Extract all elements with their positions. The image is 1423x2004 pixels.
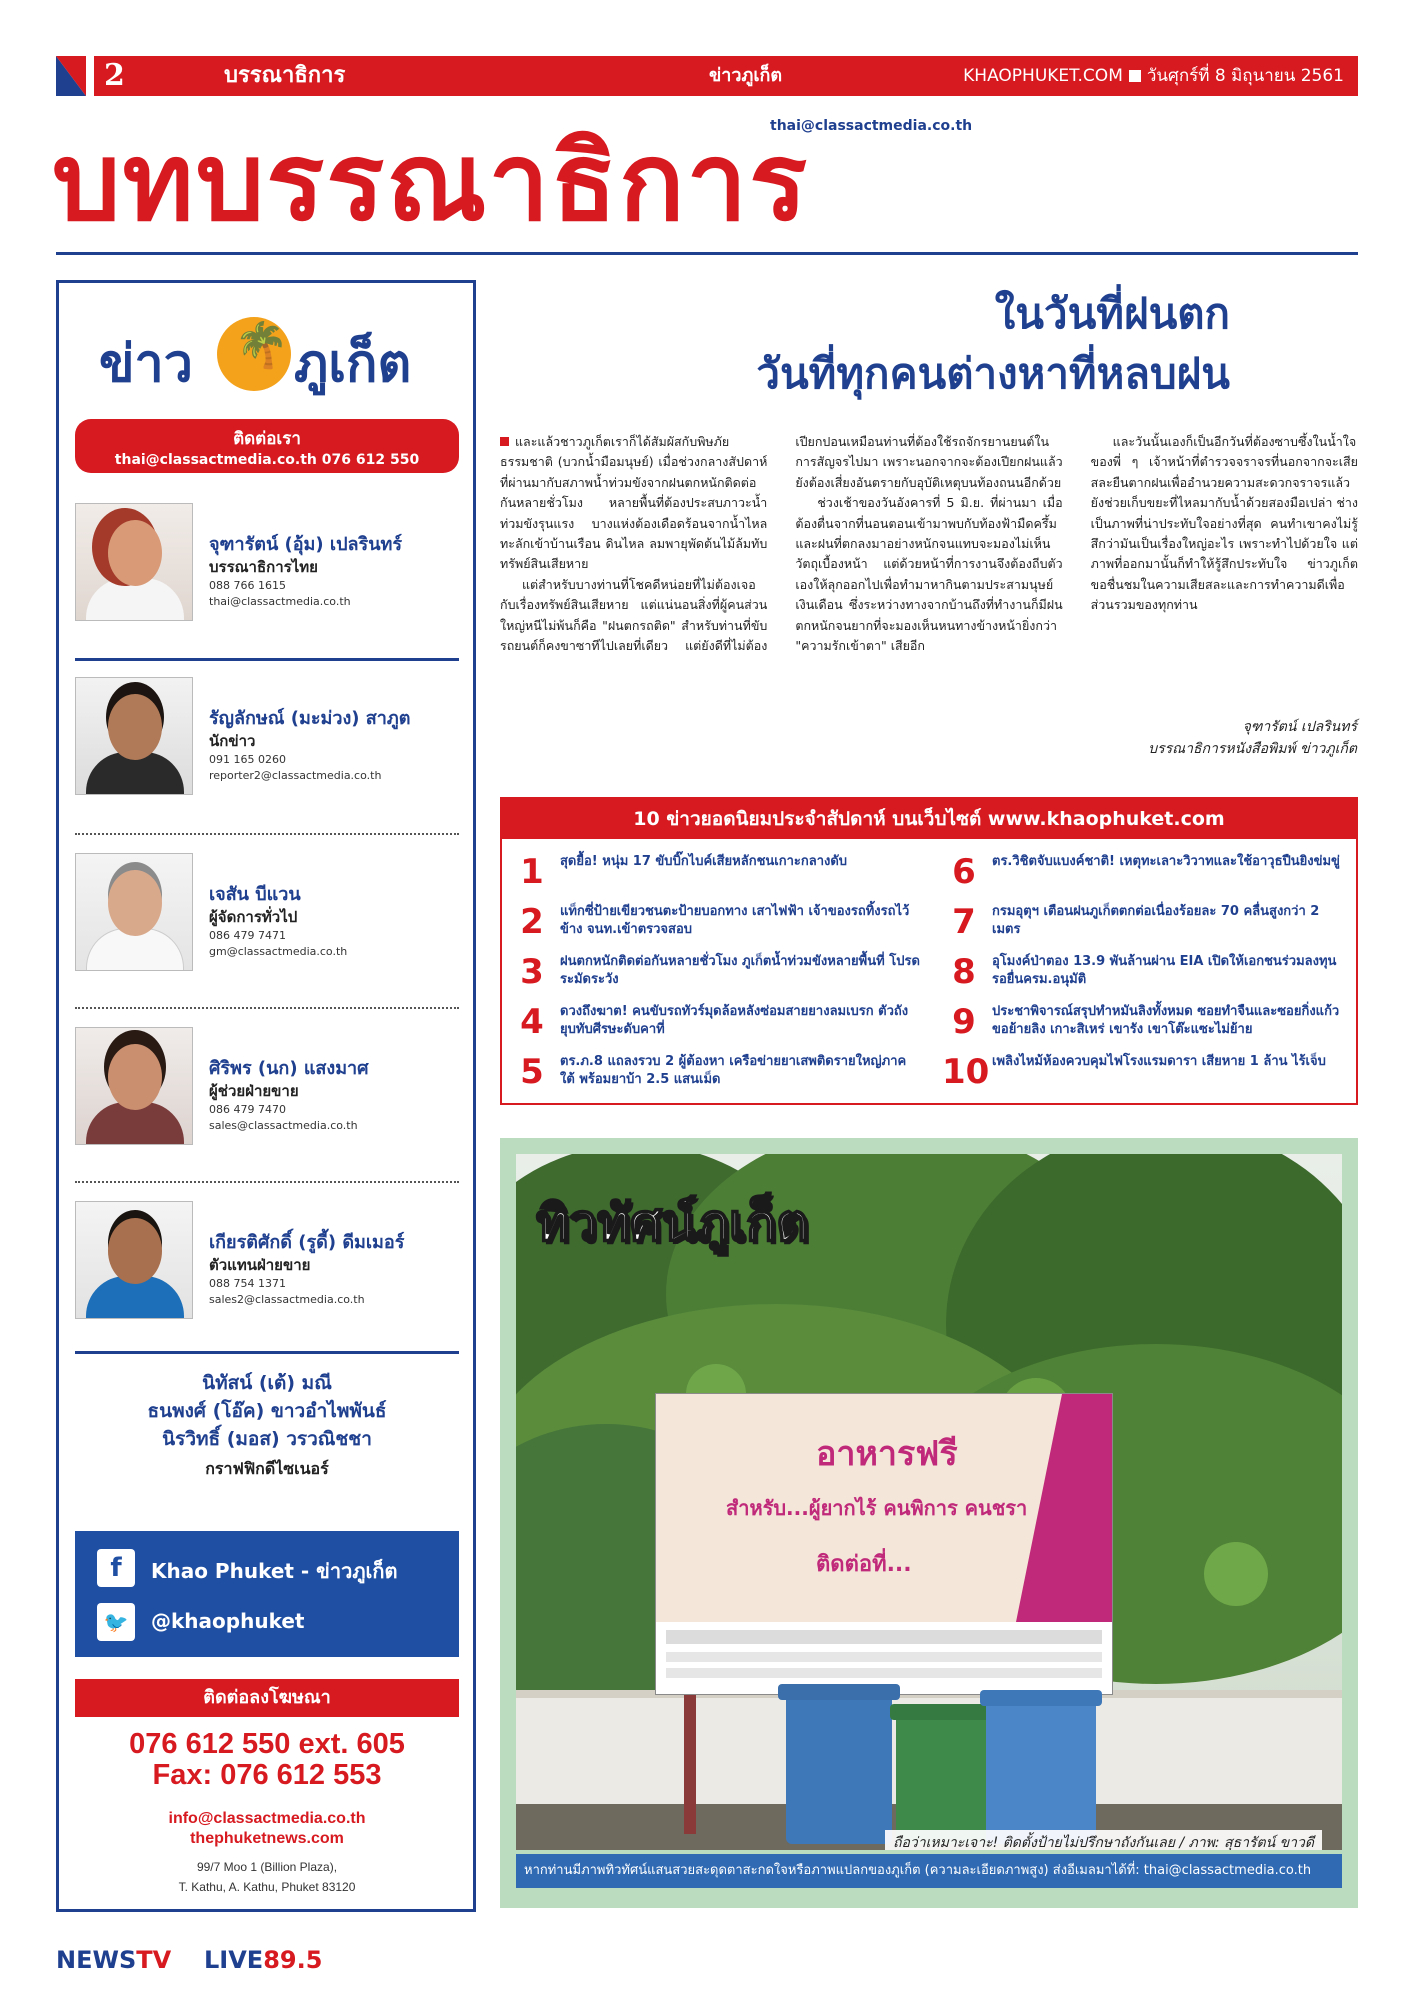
staff-name: จุฑารัตน์ (อุ้ม) เปลรินทร์ <box>209 534 403 555</box>
staff-name: เกียรติศักดิ์ (รูดี้) ดีมเมอร์ <box>209 1232 405 1253</box>
top10-item[interactable] <box>942 849 1352 899</box>
news-label: NEWS <box>56 1946 137 1974</box>
staff-phone: 086 479 7471 <box>209 929 286 942</box>
logo-word-right: ภูเก็ต <box>294 334 412 394</box>
top10-title: 10 ข่าวยอดนิยมประจำสัปดาห์ บนเว็บไซต์ www.khaophuket.com <box>502 799 1356 839</box>
top10-item[interactable] <box>942 899 1352 949</box>
facebook-label: Khao Phuket - ข่าวภูเก็ต <box>151 1559 398 1583</box>
tv-label: TV <box>136 1946 172 1974</box>
site-name: KHAOPHUKET.COM <box>963 66 1123 86</box>
staff-email: sales2@classactmedia.co.th <box>209 1293 365 1306</box>
advertising-phone: 076 612 550 ext. 605 <box>129 1728 405 1760</box>
square-icon <box>1129 70 1141 82</box>
header-site-date <box>963 56 1344 96</box>
graphic-designers <box>75 1369 459 1482</box>
staff-role: ผู้ช่วยฝ่ายขาย <box>209 1082 299 1100</box>
top10-headline: ประชาพิจารณ์สรุปทำหมันลิงทั้งหมด ซอยทำจืนและซอยกิ่งแก้วขอย้ายลิง เกาะสิเหร่ เขารัง เขาโต๊ะแซะไม่ย้าย <box>992 1004 1340 1037</box>
staff-role: บรรณาธิการไทย <box>209 558 318 576</box>
top10-item[interactable] <box>510 849 920 899</box>
phuket-view-photo <box>516 1154 1342 1850</box>
twitter-label: @khaophuket <box>151 1609 305 1633</box>
facebook-link[interactable] <box>97 1549 447 1589</box>
top10-item[interactable] <box>510 949 920 999</box>
designer-role: กราฟฟิกดีไซเนอร์ <box>205 1459 329 1478</box>
issue-date: วันศุกร์ที่ 8 มิถุนายน 2561 <box>1146 66 1344 86</box>
top10-rank: 4 <box>520 1002 544 1042</box>
top10-rank: 5 <box>520 1052 544 1092</box>
page-number: 2 <box>94 56 154 96</box>
staff-name: ศิริพร (นก) แสงมาศ <box>209 1058 369 1079</box>
page-header <box>56 56 1358 96</box>
top10-item[interactable] <box>510 899 920 949</box>
staff-phone: 091 165 0260 <box>209 753 286 766</box>
section-divider <box>75 1007 459 1009</box>
top10-item[interactable] <box>942 949 1352 999</box>
byline-title: บรรณาธิการหนังสือพิมพ์ ข่าวภูเก็ต <box>1148 741 1357 757</box>
editorial-byline <box>1148 716 1357 760</box>
top10-rank: 6 <box>952 852 976 892</box>
top10-rank: 3 <box>520 952 544 992</box>
staff-photo <box>75 853 193 971</box>
staff-email: gm@classactmedia.co.th <box>209 945 348 958</box>
staff-phone: 088 754 1371 <box>209 1277 286 1290</box>
section-divider <box>75 1181 459 1183</box>
masthead-divider <box>56 252 1358 255</box>
advertising-contact <box>75 1729 459 1897</box>
staff-sidebar <box>56 280 476 1912</box>
staff-photo <box>75 1201 193 1319</box>
staff-name: รัญลักษณ์ (มะม่วง) สาภูต <box>209 708 411 729</box>
top10-headline: กรมอุตุฯ เตือนฝนภูเก็ตตกต่อเนื่องร้อยละ 70 คลื่นสูงกว่า 2 เมตร <box>992 904 1320 937</box>
designer-name: นิทัสน์ (เต้) มณี <box>202 1372 332 1394</box>
bullet-icon <box>500 437 509 446</box>
sign-main-text: อาหารฟรี <box>816 1434 958 1474</box>
article-paragraph <box>500 432 767 575</box>
top10-headline: อุโมงค์ป่าตอง 13.9 พันล้านผ่าน EIA เปิดให้เอกชนร่วมลงทุน รอยื่นครม.อนุมัติ <box>992 954 1337 987</box>
facebook-icon: f <box>97 1549 135 1587</box>
staff-name: เจสัน บีแวน <box>209 884 301 905</box>
contact-us-title: ติดต่อเรา <box>233 429 301 449</box>
advertising-email[interactable]: info@classactmedia.co.th <box>168 1810 366 1827</box>
advertising-address-line2: T. Kathu, A. Kathu, Phuket 83120 <box>178 1880 356 1894</box>
top10-rank: 7 <box>952 902 976 942</box>
phuket-view-section <box>500 1138 1358 1908</box>
top10-rank: 8 <box>952 952 976 992</box>
palm-tree-icon: 🌴 <box>234 320 289 371</box>
top10-item[interactable] <box>510 1049 920 1099</box>
top10-headline: สุดยื้อ! หนุ่ม 17 ขับบิ๊กไบค์เสียหลักชนเกาะกลางดับ <box>560 854 848 869</box>
staff-card <box>75 1187 459 1327</box>
staff-card <box>75 489 459 629</box>
top10-headline: ฝนตกหนักติดต่อกันหลายชั่วโมง ภูเก็ตน้ำท่วมขังหลายพื้นที่ โปรดระมัดระวัง <box>560 954 920 987</box>
staff-card <box>75 663 459 803</box>
live-label: LIVE <box>204 1946 264 1974</box>
top10-item[interactable] <box>942 999 1352 1049</box>
article-paragraph: แต่สำหรับบางท่านที่โชคดีหน่อยที่ไม่ต้องเจอกับเรื่องทรัพย์สินเสียหาย แต่แน่นอนสิ่งที่ผู้คนส่วนใหญ่หนีไม่พ้นก็คือ "ฝนตกรถติด" สำหรับท่านที่ขับรถยนต์ก็คงขาซาทีไปเลยที่เดียว แต่ยังดีที่ไม่ต้องเปียกปอนเหมือนท่านที่ต้องใช้รถจักรยานยนต์ในการสัญจรไปมา เพราะนอกจากจะต้องเปียกฝนแล้วยังต้องเสี่ยงอันตรายกับอุบัติเหตุบนท้องถนนอีกด้วย <box>500 434 1063 654</box>
article-paragraph: และวันนั้นเองก็เป็นอีกวันที่ต้องซาบซึ้งในน้ำใจของพี่ ๆ เจ้าหน้าที่ตำรวจจราจรที่นอกจากจะเสียสละยืนตากฝนเพื่ออำนวยความสะดวกจราจรแล้วยังช่วยเก็บขยะที่ไหลมากับน้ำด้วยสองมือเปล่า ช่างเป็นภาพที่น่าประทับใจอย่างที่สุด คนทำเขาคงไม่รู้สึกว่ามันเป็นเรื่องใหญ่อะไร เพราะทำไปด้วยใจ แต่ภาพที่ออกมานั้นก็ทำให้รู้สึกประทับใจ ข่าวภูเก็ต ขอชื่นชมในความเสียสละและการทำความดีเพื่อส่วนรวมของทุกท่าน <box>1090 434 1358 613</box>
article-text: และแล้วชาวภูเก็ตเราก็ได้สัมผัสกับพิษภัยธรรมชาติ (บวกน้ำมือมนุษย์) เมื่อช่วงกลางสัปดาห์ที่ผ่านมากับสภาพน้ำท่วมขังจากฝนตกหนักติดต่อกันหลายชั่วโมง หลายพื้นที่ต้องประสบภาวะน้ำท่วมขังรุนแรง บางแห่งต้องเดือดร้อนจากน้ำไหลทะลักเข้าบ้านเรือน ดินไหล ลมพายุพัดต้นไม้ล้มทับทรัพย์สินเสียหาย <box>500 434 768 572</box>
staff-photo <box>75 503 193 621</box>
section-name: บรรณาธิการ <box>224 63 346 88</box>
header-bar <box>154 56 1358 96</box>
staff-role: ตัวแทนฝ่ายขาย <box>209 1256 311 1274</box>
staff-photo <box>75 1027 193 1145</box>
staff-role: นักข่าว <box>209 732 256 750</box>
khaophuket-logo <box>89 311 449 401</box>
section-divider <box>75 833 459 835</box>
staff-role: ผู้จัดการทั่วไป <box>209 908 298 926</box>
headline-line2: วันที่ทุกคนต่างหาที่หลบฝน <box>756 349 1230 398</box>
advertising-fax: Fax: 076 612 553 <box>152 1759 382 1791</box>
top10-rank: 1 <box>520 852 544 892</box>
top10-headline: ตร.วิชิตจับแบงค์ชาติ! เหตุทะเลาะวิวาทและใช้อาวุธปืนยิงข่มขู่ <box>992 854 1340 869</box>
advertising-title: ติดต่อลงโฆษณา <box>75 1679 459 1717</box>
advertising-website[interactable]: thephuketnews.com <box>190 1830 344 1847</box>
editorial-headline <box>500 284 1230 404</box>
top10-rank: 10 <box>942 1052 990 1092</box>
contact-us-box <box>75 419 459 473</box>
staff-email: thai@classactmedia.co.th <box>209 595 351 608</box>
top10-rank: 2 <box>520 902 544 942</box>
sign-sub-text: สำหรับ...ผู้ยากไร้ คนพิการ คนชรา <box>726 1496 1028 1520</box>
headline-line1: ในวันที่ฝนตก <box>994 289 1230 338</box>
article-paragraph: ช่วงเช้าของวันอังคารที่ 5 มิ.ย. ที่ผ่านมา เมื่อต้องตื่นจากที่นอนตอนเข้ามาพบกับท้องฟ้ามืดครึ้มและฝนที่ตกลงมาอย่างหนักจนแทบจะมองไม่เห็นวัตถุเบื้องหน้า แต่ด้วยหน้าที่การงานจึงต้องถีบตัวเองให้ลุกออกไปเพื่อทำมาหากินตามประสามนุษย์เงินเดือน ซึ่งระหว่างทางจากบ้านถึงที่ทำงานก็มีฝนตกหนักจนยากที่จะมองเห็นหนทางข้างหน้ายิ่งกว่า "ความรักเข้าตา" เสียอีก <box>795 495 1063 654</box>
top10-news-box <box>500 797 1358 1105</box>
top10-rank: 9 <box>952 1002 976 1042</box>
sign-contact-text: ติดต่อที่... <box>816 1552 912 1577</box>
top10-item[interactable] <box>510 999 920 1049</box>
phuket-view-title: ทิวทัศน์ภูเก็ต <box>536 1194 809 1252</box>
live-radio-logo <box>204 1946 322 1974</box>
staff-card <box>75 1013 459 1153</box>
designer-name: ธนพงศ์ (โอ๊ค) ขาวอำไพพันธ์ <box>147 1400 387 1422</box>
section-divider <box>75 658 459 661</box>
designer-name: นิรวิทธิ์ (มอส) วรวณิชชา <box>162 1428 372 1450</box>
staff-phone: 088 766 1615 <box>209 579 286 592</box>
header-logo: ข่าวภูเก็ต <box>709 65 783 86</box>
logo-word-left: ข่าว <box>99 334 193 394</box>
photo-caption: ถือว่าเหมาะเจาะ! ติดตั้งป้ายไม่ปรึกษาถังกันเลย / ภาพ: สุธารัตน์ ขาวดี <box>885 1830 1322 1850</box>
top10-headline: ตร.ภ.8 แถลงรวบ 2 ผู้ต้องหา เครือข่ายยาเสพติดรายใหญ่ภาคใต้ พร้อมยาบ้า 2.5 แสนเม็ด <box>560 1054 907 1087</box>
staff-photo <box>75 677 193 795</box>
news-tv-logo <box>56 1946 171 1974</box>
staff-phone: 086 479 7470 <box>209 1103 286 1116</box>
twitter-icon: 🐦 <box>97 1603 135 1641</box>
top10-headline: แท็กซี่ป้ายเขียวชนตะป้ายบอกทาง เสาไฟฟ้า เจ้าของรถทิ้งรถไว้ข้าง จนท.เข้าตรวจสอบ <box>560 904 910 937</box>
page-title: บทบรรณาธิการ <box>52 120 810 245</box>
byline-name: จุฑารัตน์ เปลรินทร์ <box>1242 719 1357 735</box>
social-links-box <box>75 1531 459 1657</box>
contact-us-line: thai@classactmedia.co.th 076 612 550 <box>114 452 420 468</box>
top10-headline: เพลิงไหม้ห้องควบคุมไฟโรงแรมดารา เสียหาย 1 ล้าน ไร้เจ็บ <box>992 1054 1326 1069</box>
staff-card <box>75 839 459 979</box>
editorial-body <box>500 432 1358 684</box>
section-divider <box>75 1351 459 1354</box>
masthead-email: thai@classactmedia.co.th <box>770 118 973 134</box>
twitter-link[interactable] <box>97 1603 447 1643</box>
radio-frequency: 89.5 <box>263 1946 323 1974</box>
staff-email: sales@classactmedia.co.th <box>209 1119 358 1132</box>
staff-email: reporter2@classactmedia.co.th <box>209 769 382 782</box>
top10-headline: ดวงถึงฆาต! คนขับรถทัวร์มุดล้อหลังซ่อมสายยางลมเบรก ตัวถังยุบทับศีรษะดับคาที่ <box>560 1004 909 1037</box>
top10-item[interactable] <box>942 1049 1352 1099</box>
photo-submission-note: หากท่านมีภาพทิวทัศน์แสนสวยสะดุดตาสะกดใจหรือภาพแปลกของภูเก็ต (ความละเอียดภาพสูง) ส่งอีเมลมาได้ที่: thai@classactmedia.co.th <box>516 1854 1342 1888</box>
advertising-address-line1: 99/7 Moo 1 (Billion Plaza), <box>196 1860 338 1874</box>
